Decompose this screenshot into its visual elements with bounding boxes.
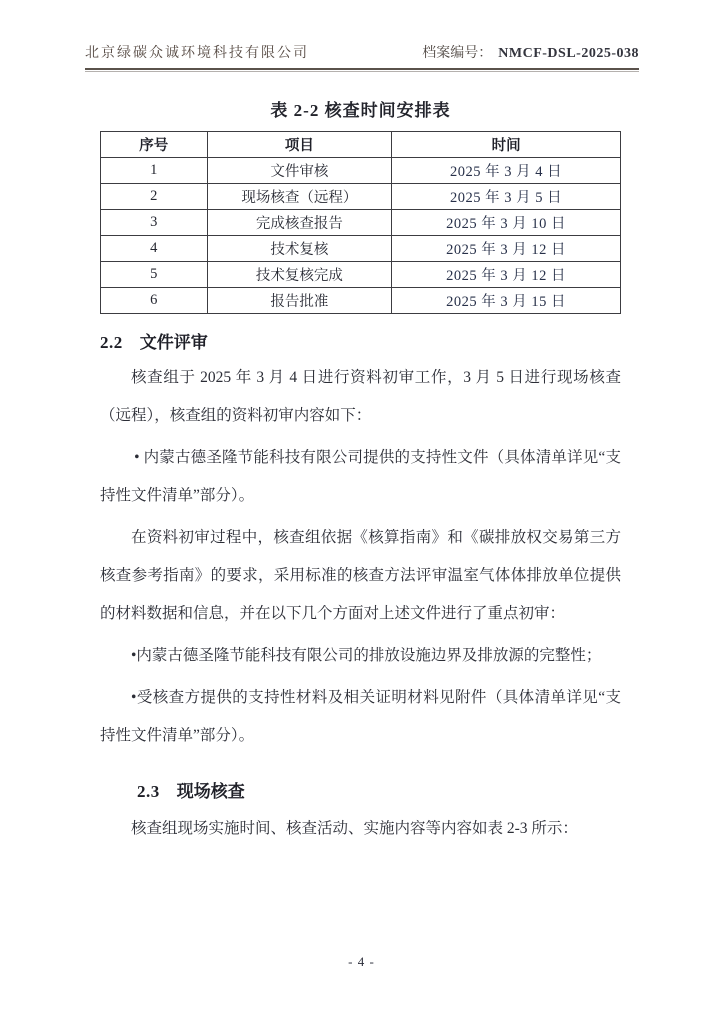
col-header-time: 时间: [392, 132, 621, 158]
section-heading-2-2: [100, 328, 621, 353]
file-number-value: NMCF-DSL-2025-038: [498, 46, 639, 61]
cell-index: 2: [101, 184, 208, 210]
cell-item: 文件审核: [207, 158, 392, 184]
cell-time: 2025 年 3 月 4 日: [392, 158, 621, 184]
cell-index: 5: [101, 262, 208, 288]
page-header: [85, 42, 639, 70]
col-header-item: 项目: [207, 132, 392, 158]
section-title: 文件评审: [139, 333, 208, 352]
cell-time: 2025 年 3 月 12 日: [392, 236, 621, 262]
section-number: 2.2: [100, 333, 123, 352]
paragraph-intro: 核查组于 2025 年 3 月 4 日进行资料初审工作，3 月 5 日进行现场核查（远程），核查组的资料初审内容如下：: [100, 369, 621, 424]
cell-index: 1: [101, 158, 208, 184]
cell-item: 技术复核: [207, 236, 392, 262]
company-name: 北京绿碳众诚环境科技有限公司: [85, 46, 309, 61]
schedule-table: [100, 131, 621, 314]
section-title: 现场核查: [176, 782, 245, 801]
section-number: 2.3: [137, 782, 160, 801]
page-number: - 4 -: [348, 954, 375, 969]
file-number-group: [422, 42, 639, 62]
cell-item: 现场核查（远程）: [207, 184, 392, 210]
table-header-row: [101, 132, 621, 158]
paragraph-review-process: 在资料初审过程中，核查组依据《核算指南》和《碳排放权交易第三方核查参考指南》的要求，采用标准的核查方法评审温室气体体排放单位提供的材料数据和信息，并在以下几个方面对上述文件进行了重点初审：: [100, 529, 621, 622]
cell-time: 2025 年 3 月 5 日: [392, 184, 621, 210]
table-caption: 表 2-2 核查时间安排表: [270, 101, 451, 120]
paragraph-onsite-intro: 核查组现场实施时间、核查活动、实施内容等内容如表 2-3 所示：: [131, 820, 578, 837]
table-row: [101, 158, 621, 184]
cell-time: 2025 年 3 月 12 日: [392, 262, 621, 288]
cell-item: 技术复核完成: [207, 262, 392, 288]
cell-index: 4: [101, 236, 208, 262]
cell-item: 完成核查报告: [207, 210, 392, 236]
table-row: [101, 210, 621, 236]
table-row: [101, 184, 621, 210]
cell-time: 2025 年 3 月 10 日: [392, 210, 621, 236]
file-number-label: 档案编号：: [422, 46, 493, 61]
document-body: [100, 92, 621, 852]
table-row: [101, 288, 621, 314]
cell-index: 6: [101, 288, 208, 314]
bullet-evidence-materials: •受核查方提供的支持性材料及相关证明材料见附件（具体清单详见“支持性文件清单”部分）。: [100, 689, 621, 744]
cell-item: 报告批准: [207, 288, 392, 314]
table-row: [101, 262, 621, 288]
col-header-index: 序号: [101, 132, 208, 158]
section-heading-2-3: [137, 777, 621, 802]
table-row: [101, 236, 621, 262]
bullet-boundary-completeness: •内蒙古德圣隆节能科技有限公司的排放设施边界及排放源的完整性；: [131, 647, 602, 664]
bullet-supporting-docs: • 内蒙古德圣隆节能科技有限公司提供的支持性文件（具体清单详见“支持性文件清单”部分）。: [100, 449, 621, 504]
cell-time: 2025 年 3 月 15 日: [392, 288, 621, 314]
cell-index: 3: [101, 210, 208, 236]
